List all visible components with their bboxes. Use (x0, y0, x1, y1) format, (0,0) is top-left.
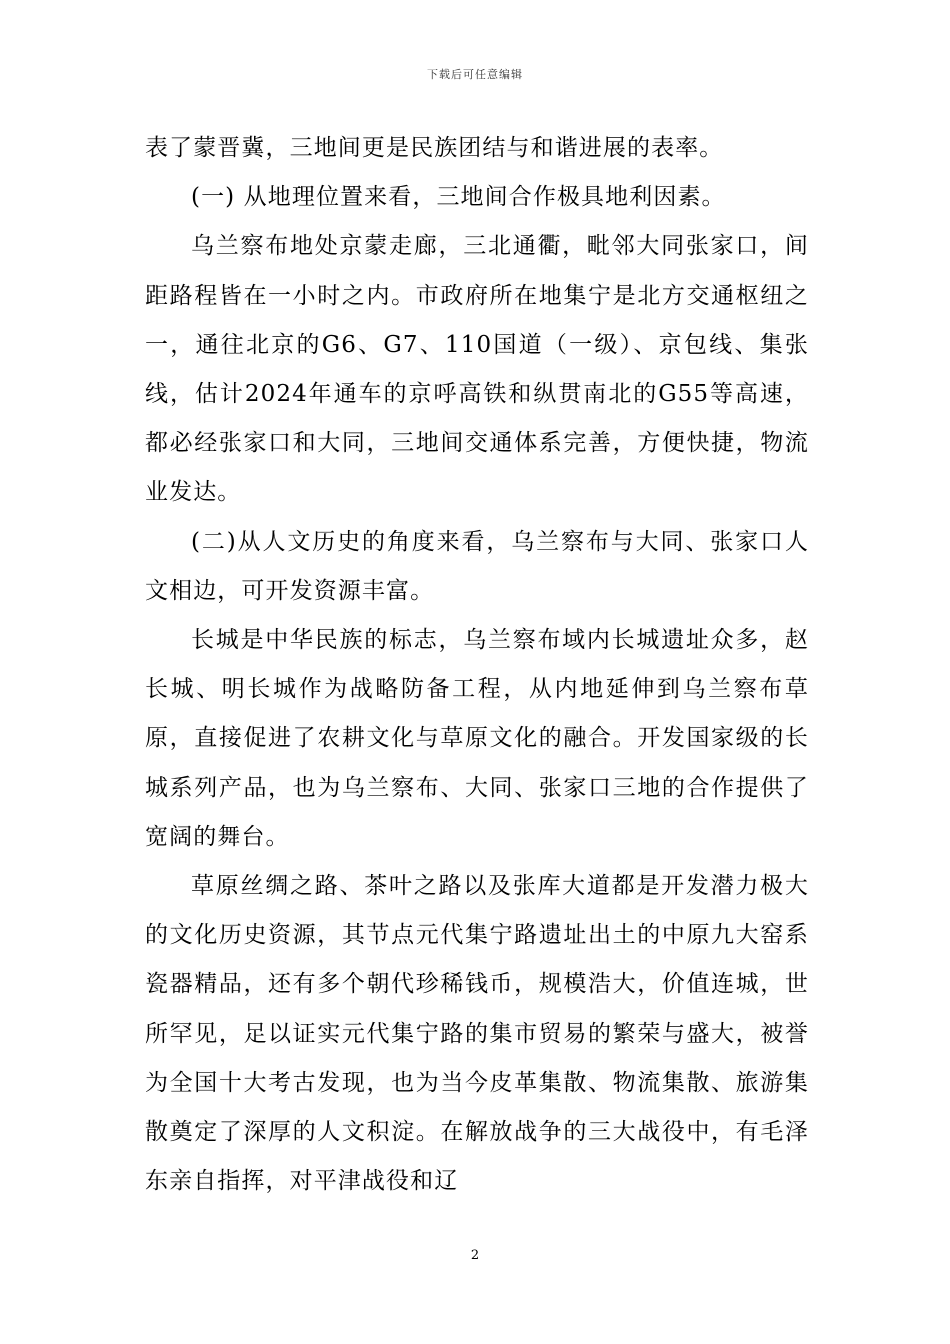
page-number: 2 (470, 1248, 480, 1263)
paragraph-geography: 乌兰察布地处京蒙走廊，三北通衢，毗邻大同张家口，间距路程皆在一小时之内。市政府所在地集宁是北方交通枢纽之一，通往北京的G6、G7、110国道（一级）、京包线、集张线，估计2024年通车的京呼高铁和纵贯南北的G55等高速，都必经张家口和大同，三地间交通体系完善，方便快捷，物流业发达。 (145, 233, 809, 506)
paragraph-silk-road: 草原丝绸之路、茶叶之路以及张库大道都是开发潜力极大的文化历史资源，其节点元代集宁路遗址出土的中原九大窑系瓷器精品，还有多个朝代珍稀钱币，规模浩大，价值连城，世所罕见，足以证实元代集宁路的集市贸易的繁荣与盛大，被誉为全国十大考古发现，也为当今皮革集散、物流集散、旅游集散奠定了深厚的人文积淀。在解放战争的三大战役中，有毛泽东亲自指挥，对平津战役和辽 (145, 873, 809, 1195)
paragraph-great-wall: 长城是中华民族的标志，乌兰察布域内长城遗址众多，赵长城、明长城作为战略防备工程，从内地延伸到乌兰察布草原，直接促进了农耕文化与草原文化的融合。开发国家级的长城系列产品，也为乌兰察布、大同、张家口三地的合作提供了宽阔的舞台。 (145, 627, 809, 850)
paragraph-continuation: 表了蒙晋冀，三地间更是民族团结与和谐进展的表率。 (145, 135, 724, 161)
page-header: 下载后可任意编辑 (427, 68, 523, 81)
document-body (145, 124, 809, 1206)
paragraph-section-two-heading: (二)从人文历史的角度来看，乌兰察布与大同、张家口人文相边，可开发资源丰富。 (145, 528, 809, 604)
paragraph-section-one-heading: (一) 从地理位置来看，三地间合作极具地利因素。 (191, 184, 726, 211)
